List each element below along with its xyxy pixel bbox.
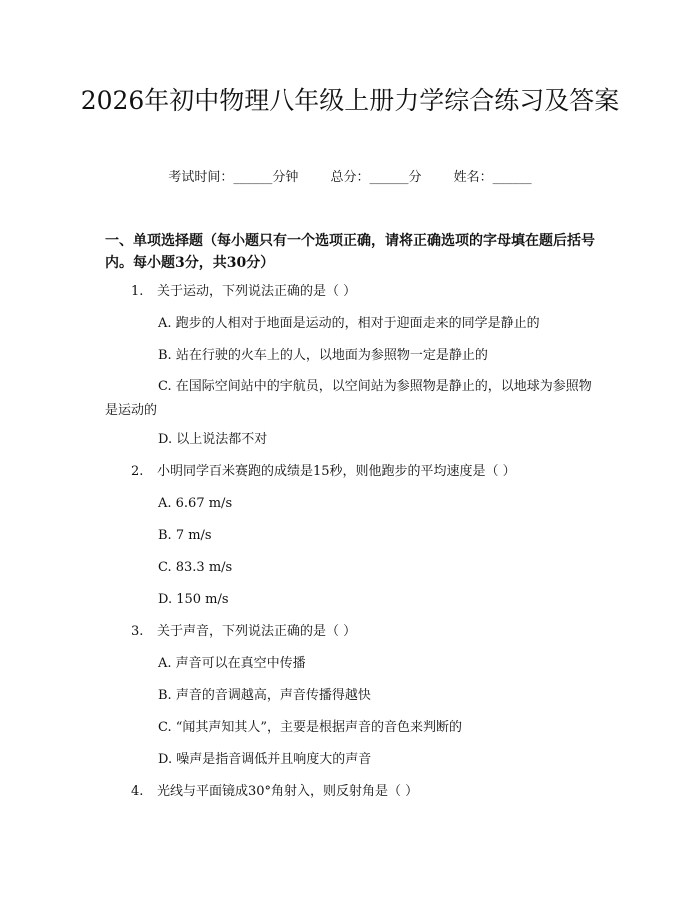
student-name-field: 姓名：______ bbox=[453, 170, 532, 185]
question-3-option-c: C. “闻其声知其人”，主要是根据声音的音色来判断的 bbox=[158, 720, 463, 735]
question-2-option-c: C. 83.3 m/s bbox=[158, 560, 233, 575]
question-number: 1. bbox=[131, 284, 144, 299]
question-number: 2. bbox=[131, 464, 144, 479]
question-text: 小明同学百米赛跑的成绩是15秒，则他跑步的平均速度是（ ） bbox=[157, 464, 516, 479]
question-2-option-b: B. 7 m/s bbox=[158, 528, 212, 543]
section-heading: 一、单项选择题（每小题只有一个选项正确，请将正确选项的字母填在题后括号内。每小题3分，共30分） bbox=[105, 233, 595, 271]
total-score-field: 总分：______分 bbox=[330, 170, 422, 185]
question-text: 光线与平面镜成30°角射入，则反射角是（ ） bbox=[157, 784, 419, 799]
question-1-option-a: A. 跑步的人相对于地面是运动的，相对于迎面走来的同学是静止的 bbox=[158, 316, 540, 331]
exam-time-field: 考试时间：______分钟 bbox=[168, 170, 299, 185]
question-2 bbox=[131, 462, 516, 482]
question-1-option-d: D. 以上说法都不对 bbox=[158, 432, 268, 447]
question-text: 关于运动，下列说法正确的是（ ） bbox=[157, 284, 357, 299]
question-2-option-a: A. 6.67 m/s bbox=[158, 496, 233, 511]
question-2-option-d: D. 150 m/s bbox=[158, 592, 229, 607]
question-1-option-b: B. 站在行驶的火车上的人，以地面为参照物一定是静止的 bbox=[158, 348, 488, 363]
exam-info bbox=[0, 168, 700, 188]
question-number: 4. bbox=[131, 784, 144, 799]
question-number: 3. bbox=[131, 624, 144, 639]
question-3-option-b: B. 声音的音调越高，声音传播得越快 bbox=[158, 688, 371, 703]
question-3-option-a: A. 声音可以在真空中传播 bbox=[158, 656, 306, 671]
question-1 bbox=[131, 282, 356, 302]
question-1-option-c: C. 在国际空间站中的宇航员，以空间站为参照物是静止的，以地球为参照物是运动的 bbox=[105, 379, 592, 418]
question-3 bbox=[131, 622, 356, 642]
question-text: 关于声音，下列说法正确的是（ ） bbox=[157, 624, 357, 639]
question-3-option-d: D. 噪声是指音调低并且响度大的声音 bbox=[158, 752, 372, 767]
question-4 bbox=[131, 782, 418, 802]
page-title: 2026年初中物理八年级上册力学综合练习及答案 bbox=[80, 86, 620, 115]
